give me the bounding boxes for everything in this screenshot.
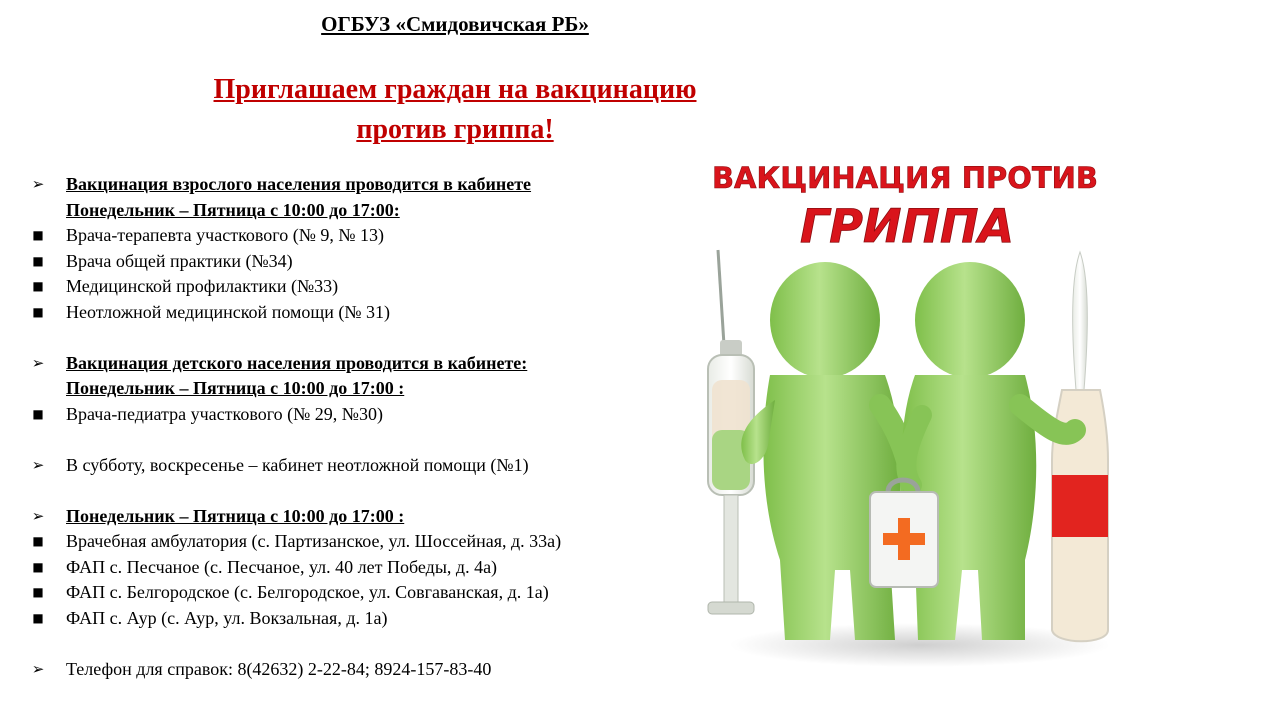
first-aid-kit-icon	[870, 480, 938, 587]
list-item	[28, 555, 708, 581]
headline-line-1: Приглашаем граждан на вакцинацию	[213, 74, 697, 105]
spacer	[28, 478, 708, 504]
arrow-bullet-icon: ➢	[31, 506, 45, 525]
section-rural-heading	[28, 504, 708, 530]
list-item	[28, 274, 708, 300]
weekend-note-text: В субботу, воскресенье – кабинет неотложной помощи (№1)	[66, 454, 529, 475]
section-adult-hours	[28, 198, 708, 224]
schedule-list	[28, 172, 708, 682]
square-bullet-icon: ■	[32, 279, 44, 293]
headline-line-2: против гриппа!	[356, 114, 554, 145]
list-item-text: ФАП с. Песчаное (с. Песчаное, ул. 40 лет Победы, д. 4а)	[66, 556, 498, 577]
section-children-hours-text: Понедельник – Пятница с 10:00 до 17:00 :	[66, 378, 405, 398]
section-adult-title: Вакцинация взрослого населения проводится в кабинете	[66, 174, 532, 194]
list-item-text: ФАП с. Белгородское (с. Белгородское, ул. Совгаванская, д. 1а)	[66, 582, 549, 602]
square-bullet-icon: ■	[32, 228, 44, 242]
list-item-text: Медицинской профилактики (№33)	[66, 276, 339, 296]
section-rural-title: Понедельник – Пятница с 10:00 до 17:00 :	[66, 505, 405, 526]
section-children-heading	[28, 351, 708, 377]
square-bullet-icon: ■	[32, 406, 44, 421]
square-bullet-icon: ■	[32, 559, 44, 574]
list-item-text: ФАП с. Аур (с. Аур, ул. Вокзальная, д. 1а)	[66, 607, 388, 628]
list-item	[28, 606, 708, 632]
phone-info	[28, 657, 708, 683]
spacer	[28, 427, 708, 453]
list-item	[28, 529, 708, 555]
square-bullet-icon: ■	[32, 304, 44, 319]
list-item	[28, 300, 708, 326]
square-bullet-icon: ■	[32, 534, 44, 548]
section-children-hours	[28, 376, 708, 402]
illustration-title-line-1: ВАКЦИНАЦИЯ ПРОТИВ	[711, 161, 1099, 195]
list-item-text: Врача-терапевта участкового (№ 9, № 13)	[66, 225, 385, 245]
ampoule-icon	[1052, 252, 1108, 641]
list-item-text: Врача-педиатра участкового (№ 29, №30)	[66, 403, 383, 424]
phone-info-text: Телефон для справок: 8(42632) 2-22-84; 8924-157-83-40	[66, 658, 492, 679]
list-item	[28, 580, 708, 606]
weekend-note	[28, 453, 708, 479]
section-adult-heading	[28, 172, 708, 198]
list-item-text: Врача общей практики (№34)	[66, 250, 293, 271]
spacer	[28, 325, 708, 351]
square-bullet-icon: ■	[32, 253, 44, 268]
section-adult-hours-text: Понедельник – Пятница с 10:00 до 17:00:	[66, 199, 400, 220]
organization-title: ОГБУЗ «Смидовичская РБ»	[321, 12, 589, 36]
list-item	[28, 402, 708, 428]
section-children-title: Вакцинация детского населения проводится в кабинете:	[66, 352, 528, 373]
arrow-bullet-icon: ➢	[31, 659, 45, 678]
list-item-text: Неотложной медицинской помощи (№ 31)	[66, 301, 391, 322]
list-item	[28, 223, 708, 249]
vaccination-illustration	[690, 140, 1110, 680]
arrow-bullet-icon: ➢	[31, 175, 45, 193]
spacer	[28, 631, 708, 657]
list-item-text: Врачебная амбулатория (с. Партизанское, ул. Шоссейная, д. 33а)	[66, 531, 562, 551]
arrow-bullet-icon: ➢	[31, 353, 45, 372]
headline	[0, 70, 910, 150]
square-bullet-icon: ■	[32, 610, 44, 625]
arrow-bullet-icon: ➢	[31, 455, 45, 474]
square-bullet-icon: ■	[32, 585, 44, 599]
illustration-title-line-2: ГРИППА	[799, 199, 1015, 253]
list-item	[28, 249, 708, 275]
